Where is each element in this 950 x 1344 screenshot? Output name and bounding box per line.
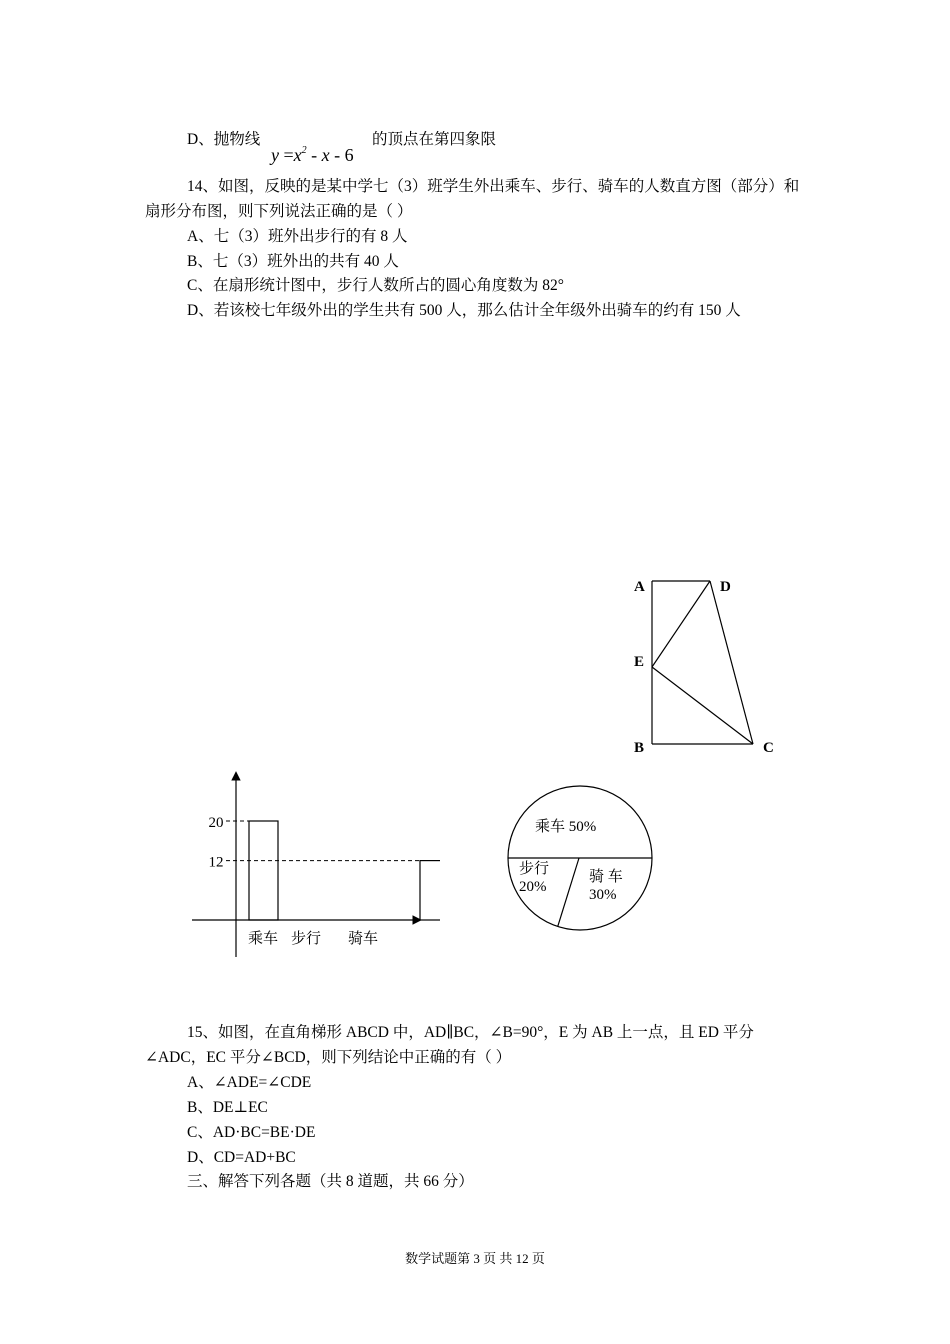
bar-chart — [180, 760, 440, 965]
pie-label-chengche: 乘车 50% — [535, 819, 597, 835]
formula-x: x — [293, 145, 302, 165]
y-tick-label-0: 20 — [208, 815, 224, 831]
bar-label-buxing: 步行 — [291, 931, 322, 947]
label-e: E — [634, 654, 645, 670]
formula-minus1: - — [306, 145, 322, 165]
q13-option-d-suffix: 的顶点在第四象限 — [372, 131, 497, 148]
q15-option-b: B、DE⊥EC — [187, 1099, 268, 1116]
q15-stem-line1: 15、如图，在直角梯形 ABCD 中，AD∥BC，∠B=90°，E 为 AB 上一点，且 ED 平分 — [187, 1024, 754, 1041]
formula-eq: = — [283, 145, 294, 165]
q13-formula — [271, 141, 354, 165]
page-footer: 数学试题第 3 页 共 12 页 — [405, 1251, 545, 1266]
q14-option-d: D、若该校七年级外出的学生共有 500 人，那么估计全年级外出骑车的约有 150 人 — [187, 302, 741, 319]
q15-stem-line2: ∠ADC，EC 平分∠BCD，则下列结论中正确的有（ ） — [145, 1049, 512, 1066]
section-3-heading: 三、解答下列各题（共 8 道题，共 66 分） — [187, 1173, 474, 1190]
segment-dc — [710, 581, 753, 744]
pie-label-buxing: 步行 — [519, 861, 550, 877]
q14-option-b: B、七（3）班外出的共有 40 人 — [187, 253, 399, 270]
label-d: D — [720, 579, 731, 595]
formula-minus2: - — [329, 145, 345, 165]
bar-label-qiche: 骑车 — [348, 931, 379, 947]
q14-option-c: C、在扇形统计图中，步行人数所占的圆心角度数为 82° — [187, 277, 564, 294]
formula-sup: 2 — [301, 145, 307, 156]
y-tick-label-1: 12 — [208, 854, 224, 871]
pie-label-qiche-pct: 30% — [589, 887, 617, 903]
q15-option-d: D、CD=AD+BC — [187, 1149, 296, 1166]
formula-six: 6 — [344, 145, 354, 165]
formula-x2: x — [321, 145, 330, 165]
bar-2 — [420, 861, 440, 920]
label-a: A — [634, 579, 645, 595]
pie-label-buxing-pct: 20% — [519, 879, 547, 895]
segment-ed — [652, 581, 710, 667]
bar-label-chengche: 乘车 — [248, 931, 279, 947]
trapezoid-figure — [620, 570, 790, 765]
pie-chart — [500, 778, 665, 938]
label-b: B — [634, 740, 645, 756]
pie-label-qiche: 骑 车 — [589, 869, 623, 885]
label-c: C — [763, 740, 774, 756]
bar-0 — [249, 821, 278, 920]
formula-y: y — [271, 145, 279, 165]
q14-stem-line1: 14、如图，反映的是某中学七（3）班学生外出乘车、步行、骑车的人数直方图（部分）和 — [187, 178, 800, 195]
q15-option-a: A、∠ADE=∠CDE — [187, 1074, 312, 1091]
segment-ec — [652, 667, 753, 744]
q14-option-a: A、七（3）班外出步行的有 8 人 — [187, 228, 408, 245]
q13-option-d — [187, 130, 260, 150]
q14-stem-line2: 扇形分布图，则下列说法正确的是（ ） — [145, 203, 413, 220]
q15-option-c: C、AD·BC=BE·DE — [187, 1124, 316, 1141]
q13-option-d-prefix: D、抛物线 — [187, 131, 261, 148]
pie-divider-buxing-qiche — [558, 858, 579, 926]
